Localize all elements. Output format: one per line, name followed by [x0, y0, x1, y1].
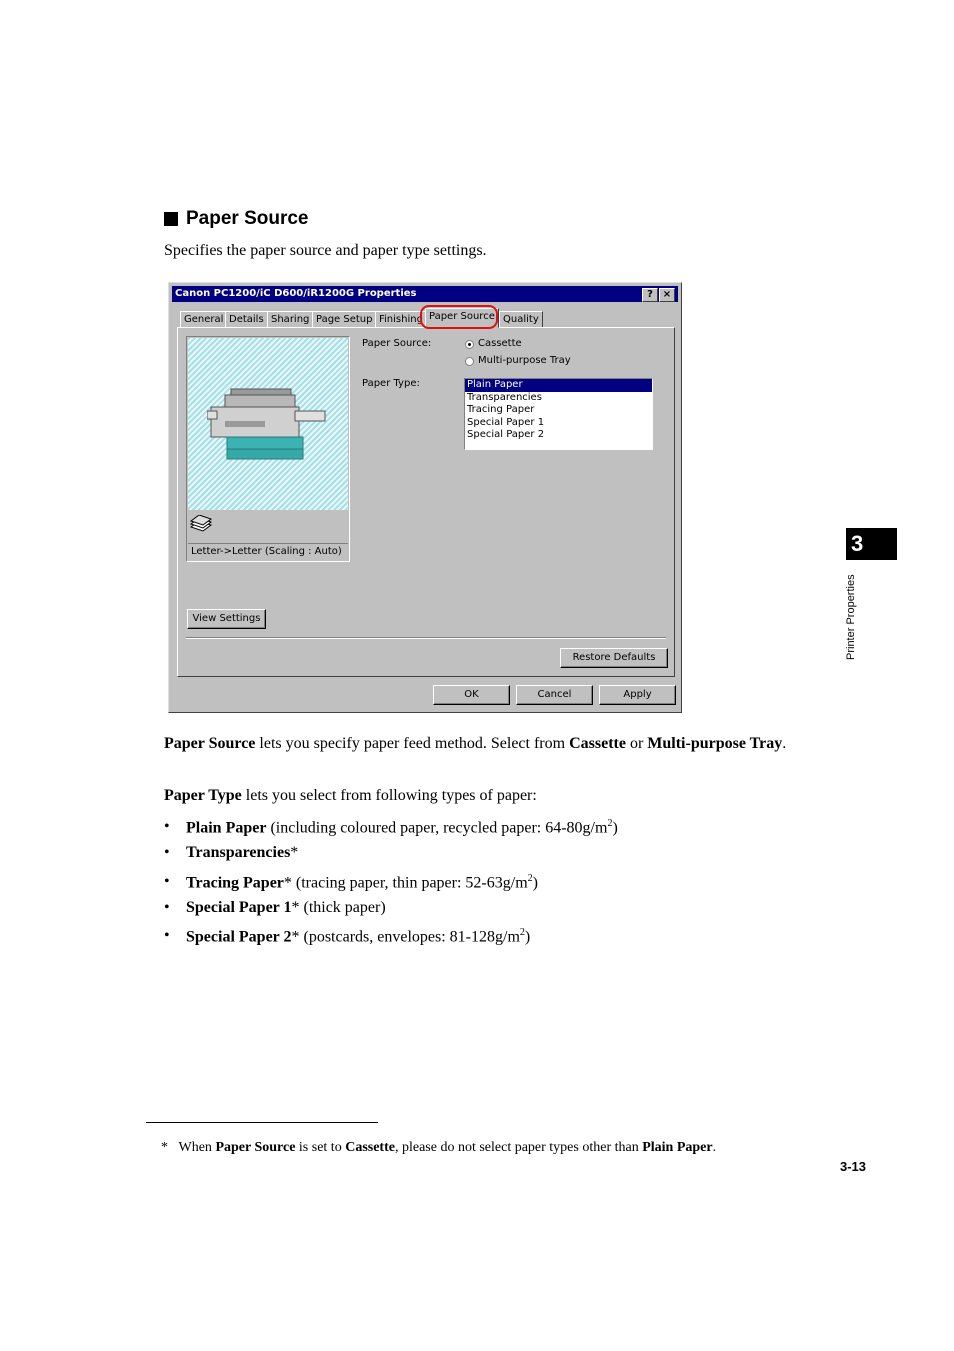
intro-text: Specifies the paper source and paper type settings.: [164, 242, 487, 259]
text: lets you select from following types of paper:: [241, 787, 537, 804]
term-paper-source: Paper Source: [164, 735, 256, 752]
tab-panel: [177, 327, 675, 677]
restore-defaults-button[interactable]: Restore Defaults: [560, 648, 668, 668]
footnote: * When Paper Source is set to Cassette, please do not select paper types other than Plain Paper.: [161, 1140, 717, 1155]
bullet-icon: •: [164, 927, 170, 944]
paper-type-label: Paper Type:: [362, 378, 420, 389]
term-paper-type: Paper Type: [164, 787, 242, 804]
footnote-rule: [146, 1122, 378, 1123]
section-heading: [164, 208, 309, 230]
close-button[interactable]: ×: [659, 288, 675, 302]
multipurpose-tray-label[interactable]: Multi-purpose Tray: [478, 355, 571, 366]
tab-quality[interactable]: Quality: [499, 311, 543, 328]
paragraph-paper-source: [164, 733, 814, 754]
list-item[interactable]: Special Paper 1: [467, 416, 545, 428]
list-item: Plain Paper (including coloured paper, recycled paper: $64-80g/m^2$): [186, 818, 618, 837]
term-multipurpose-tray: Multi-purpose Tray: [647, 735, 783, 752]
term-cassette: Cassette: [569, 735, 626, 752]
list-item: Special Paper 1* (thick paper): [186, 899, 386, 916]
view-settings-button[interactable]: View Settings: [187, 609, 266, 629]
divider: [186, 637, 666, 639]
tab-general[interactable]: General: [180, 311, 227, 328]
preview-caption: Letter->Letter (Scaling : Auto): [188, 543, 348, 559]
list-item: Transparencies*: [186, 844, 299, 861]
properties-dialog: [168, 282, 682, 713]
text: lets you specify paper feed method. Select from: [255, 735, 570, 752]
highlight-circle: [420, 305, 498, 329]
tab-sharing[interactable]: Sharing: [267, 311, 313, 328]
list-item[interactable]: Tracing Paper: [467, 404, 535, 415]
list-item[interactable]: Special Paper 2: [467, 429, 545, 440]
paper-type-list[interactable]: [464, 378, 653, 450]
tab-page-setup[interactable]: Page Setup: [312, 311, 377, 328]
paragraph-paper-type: [164, 785, 537, 806]
paper-stack-icon: [189, 515, 213, 535]
bullet-icon: •: [164, 844, 170, 861]
cassette-radio[interactable]: [465, 340, 474, 349]
cancel-button[interactable]: Cancel: [516, 685, 593, 705]
list-item[interactable]: Transparencies: [467, 391, 542, 403]
text: or: [625, 735, 648, 752]
list-item: Special Paper 2* (postcards, envelopes: $81-128g/m^2$): [186, 927, 531, 946]
bullet-icon: •: [164, 873, 170, 890]
chapter-number: 3: [846, 528, 897, 560]
list-item: Tracing Paper* (tracing paper, thin paper: $52-63g/m^2$): [186, 873, 538, 892]
list-item[interactable]: Plain Paper: [465, 379, 652, 392]
dialog-titlebar: [172, 286, 678, 302]
text: .: [782, 735, 787, 752]
chapter-label: Printer Properties: [845, 574, 857, 660]
help-button[interactable]: ?: [642, 288, 658, 302]
multipurpose-tray-radio[interactable]: [465, 357, 474, 366]
tab-finishing[interactable]: Finishing: [375, 311, 427, 328]
apply-button[interactable]: Apply: [599, 685, 676, 705]
dialog-title: Canon PC1200/iC D600/iR1200G Properties: [175, 288, 417, 299]
page-number: 3-13: [840, 1159, 867, 1174]
bullet-icon: •: [164, 818, 170, 835]
tab-paper-source[interactable]: Paper Source: [425, 308, 499, 328]
tab-details[interactable]: Details: [225, 311, 268, 328]
copier-icon: [207, 381, 331, 465]
bullet-icon: •: [164, 899, 170, 916]
paper-source-label: Paper Source:: [362, 338, 432, 349]
ok-button[interactable]: OK: [433, 685, 510, 705]
square-bullet-icon: [164, 212, 178, 226]
preview-box: [186, 336, 350, 562]
cassette-label[interactable]: Cassette: [478, 338, 522, 349]
footnote-mark: *: [161, 1140, 168, 1155]
section-title: Paper Source: [186, 208, 309, 229]
